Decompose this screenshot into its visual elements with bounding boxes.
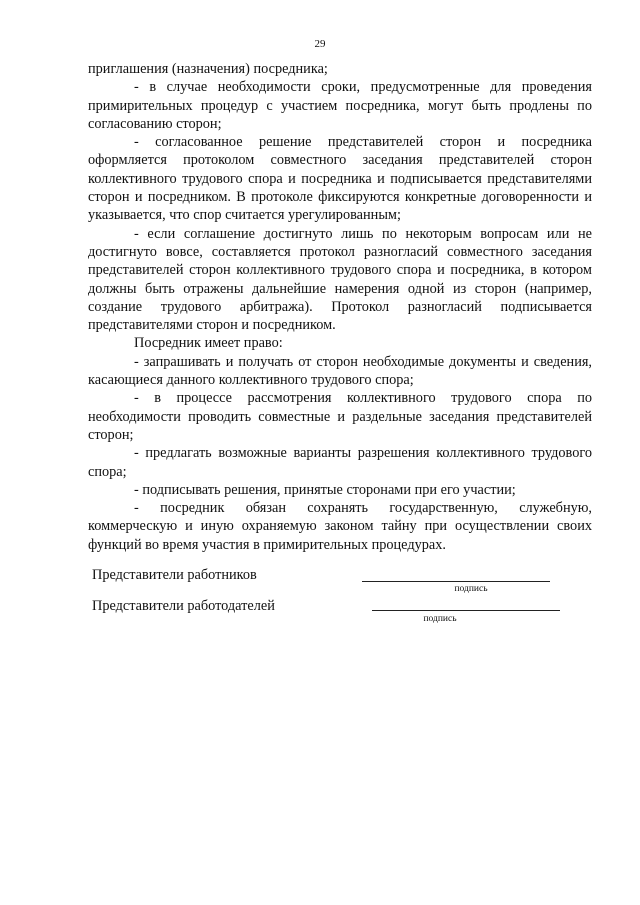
body-text xyxy=(88,60,592,554)
signature-line xyxy=(362,581,550,582)
signature-caption: подпись xyxy=(423,614,457,624)
page-number: 29 xyxy=(314,38,326,50)
paragraph: - предлагать возможные варианты разрешения коллективного трудового спора; xyxy=(88,445,592,480)
signature-caption: подпись xyxy=(454,584,488,594)
signature-block-workers xyxy=(92,567,257,584)
signature-line xyxy=(372,610,560,611)
paragraph: - согласованное решение представителей сторон и посредника оформляется протоколом совместного заседания представителей сторон коллективного трудового спора и посредника и подписывается представителями сторон и посредником. В протоколе фиксируются конкретные договоренности и указывается, что спор считается урегулированным; xyxy=(88,134,592,224)
paragraph: - подписывать решения, принятые сторонами при его участии; xyxy=(134,481,516,498)
paragraph: - в случае необходимости сроки, предусмотренные для проведения примирительных процедур с участием посредника, могут быть продлены по согласованию сторон; xyxy=(88,79,592,132)
paragraph: приглашения (назначения) посредника; xyxy=(88,61,328,77)
paragraph: Посредник имеет право: xyxy=(134,335,283,352)
signature-label: Представители работодателей xyxy=(92,598,275,614)
paragraph: - в процессе рассмотрения коллективного трудового спора по необходимости проводить совместные и раздельные заседания представителей сторон; xyxy=(88,390,592,443)
paragraph: - запрашивать и получать от сторон необходимые документы и сведения, касающиеся данного коллективного трудового спора; xyxy=(88,353,592,389)
paragraph: - посредник обязан сохранять государственную, служебную, коммерческую и иную охраняемую законом тайну при осуществлении своих функций во время участия в примирительных процедурах. xyxy=(88,500,592,553)
signature-label: Представители работников xyxy=(92,567,257,583)
signature-block-employers xyxy=(92,598,275,615)
paragraph: - если соглашение достигнуто лишь по некоторым вопросам или не достигнуто вовсе, составляется протокол разногласий совместного заседания представителей сторон коллективного трудового спора и посредника, в котором должны быть отражены дальнейшие намерения одной из сторон (например, создание трудового арбитража). Протокол разногласий подписывается представителями сторон и посредником. xyxy=(88,225,592,334)
